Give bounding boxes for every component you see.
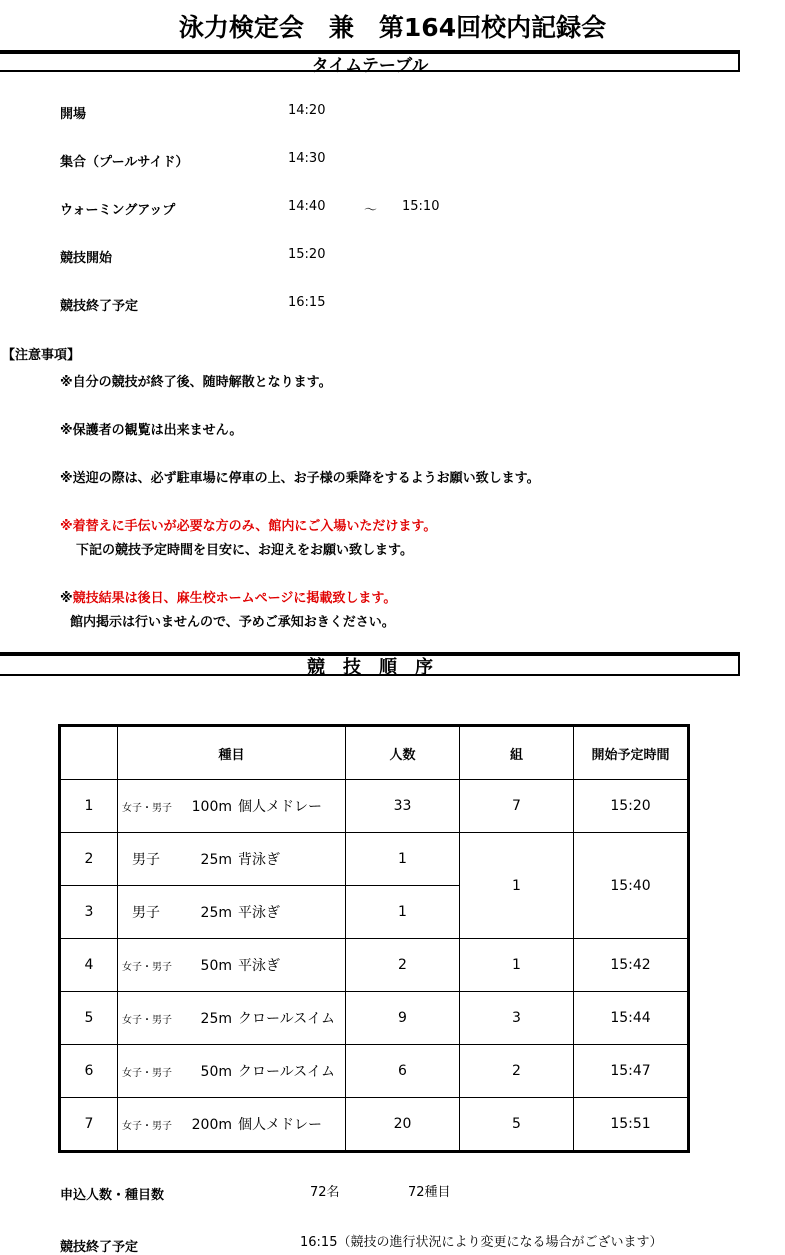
header-cell (60, 726, 118, 780)
count-cell: 9 (346, 992, 460, 1045)
summary-apply-events: 72種目 (408, 1185, 451, 1200)
group-cell: 1 (460, 833, 574, 939)
note-item (60, 587, 396, 606)
row-number: 5 (60, 992, 118, 1045)
count-cell: 1 (346, 833, 460, 886)
event-name: 平泳ぎ (238, 958, 280, 974)
order-heading: 競 技 順 序 (307, 657, 433, 678)
event-cell (118, 992, 346, 1045)
note-highlight: 着替えに手伝いが必要な方のみ、館内にご入場いただけます。 (72, 519, 437, 534)
event-cell (118, 1045, 346, 1098)
schedule-label: 競技開始 (60, 251, 113, 266)
row-number: 1 (60, 780, 118, 833)
note-subline: 下記の競技予定時間を目安に、お迎えをお願い致します。 (76, 543, 413, 558)
schedule-end-time: 15:10 (402, 199, 440, 214)
page-title: 泳力検定会 兼 第164回校内記録会 (178, 13, 607, 42)
schedule-label: 開場 (60, 107, 87, 122)
gender-tag: 女子・男子 (122, 1121, 172, 1132)
table-row (60, 1098, 689, 1152)
header-cell: 人数 (346, 726, 460, 780)
time-cell: 15:40 (574, 833, 689, 939)
header-cell: 開始予定時間 (574, 726, 689, 780)
row-number: 7 (60, 1098, 118, 1152)
note-item: ※自分の競技が終了後、随時解散となります。 (60, 375, 332, 390)
notes-heading: 【注意事項】 (2, 348, 81, 363)
row-number: 6 (60, 1045, 118, 1098)
event-cell (118, 1098, 346, 1152)
count-cell: 1 (346, 886, 460, 939)
count-cell: 20 (346, 1098, 460, 1152)
schedule-label: 集合（プールサイド） (60, 155, 189, 170)
time-cell: 15:20 (574, 780, 689, 833)
summary-end-value: 16:15（競技の進行状況により変更になる場合がございます） (300, 1235, 663, 1250)
note-subline: 館内掲示は行いませんので、予めご承知おきください。 (70, 615, 395, 630)
event-cell (118, 886, 346, 939)
schedule-label: ウォーミングアップ (60, 203, 176, 218)
row-number: 4 (60, 939, 118, 992)
event-distance: 100m (191, 799, 232, 815)
gender-tag: 女子・男子 (122, 1015, 172, 1026)
schedule-time: 14:40 (288, 199, 326, 214)
gender-tag: 女子・男子 (122, 962, 172, 973)
summary-apply-people: 72名 (310, 1185, 340, 1200)
event-cell (118, 780, 346, 833)
group-cell: 1 (460, 939, 574, 992)
note-item: ※保護者の観覧は出来ません。 (60, 423, 243, 438)
timetable-heading: タイムテーブル (311, 56, 429, 76)
gender-tag: 男子 (132, 905, 160, 921)
gender-tag: 男子 (132, 852, 160, 868)
event-name: クロールスイム (238, 1064, 336, 1080)
event-distance: 25m (200, 905, 232, 921)
count-cell: 2 (346, 939, 460, 992)
schedule-time: 14:30 (288, 151, 326, 166)
header-cell: 組 (460, 726, 574, 780)
table-header-row (60, 726, 689, 780)
event-name: クロールスイム (238, 1011, 336, 1027)
group-cell: 7 (460, 780, 574, 833)
time-cell: 15:42 (574, 939, 689, 992)
summary-end-label: 競技終了予定 (60, 1240, 139, 1255)
schedule-time: 14:20 (288, 103, 326, 118)
schedule-label: 競技終了予定 (60, 299, 139, 314)
header-cell: 種目 (118, 726, 346, 780)
time-cell: 15:44 (574, 992, 689, 1045)
gender-tag: 女子・男子 (122, 803, 172, 814)
count-cell: 33 (346, 780, 460, 833)
table-row (60, 992, 689, 1045)
row-number: 3 (60, 886, 118, 939)
gender-tag: 女子・男子 (122, 1068, 172, 1079)
event-name: 個人メドレー (238, 1117, 322, 1133)
event-name: 個人メドレー (238, 799, 322, 815)
event-name: 背泳ぎ (238, 852, 280, 868)
note-highlight: 競技結果は後日、麻生校ホームページに掲載致します。 (72, 591, 397, 606)
event-cell (118, 833, 346, 886)
time-cell: 15:47 (574, 1045, 689, 1098)
event-distance: 25m (200, 1011, 232, 1027)
schedule-range-separator: ～ (364, 203, 378, 218)
event-name: 平泳ぎ (238, 905, 280, 921)
event-distance: 25m (200, 852, 232, 868)
table-row (60, 780, 689, 833)
row-number: 2 (60, 833, 118, 886)
table-row (60, 939, 689, 992)
event-distance: 50m (200, 958, 232, 974)
note-mark: ※ (60, 519, 73, 534)
table-row (60, 1045, 689, 1098)
note-mark: ※ (60, 591, 73, 606)
group-cell: 5 (460, 1098, 574, 1152)
event-distance: 50m (200, 1064, 232, 1080)
event-order-table (58, 724, 690, 1153)
group-cell: 3 (460, 992, 574, 1045)
event-cell (118, 939, 346, 992)
summary-apply-label: 申込人数・種目数 (60, 1188, 165, 1203)
count-cell: 6 (346, 1045, 460, 1098)
time-cell: 15:51 (574, 1098, 689, 1152)
note-item: ※送迎の際は、必ず駐車場に停車の上、お子様の乗降をするようお願い致します。 (60, 471, 540, 486)
schedule-time: 16:15 (288, 295, 326, 310)
table-row (60, 833, 689, 886)
schedule-time: 15:20 (288, 247, 326, 262)
event-distance: 200m (191, 1117, 232, 1133)
group-cell: 2 (460, 1045, 574, 1098)
note-item (60, 515, 436, 534)
